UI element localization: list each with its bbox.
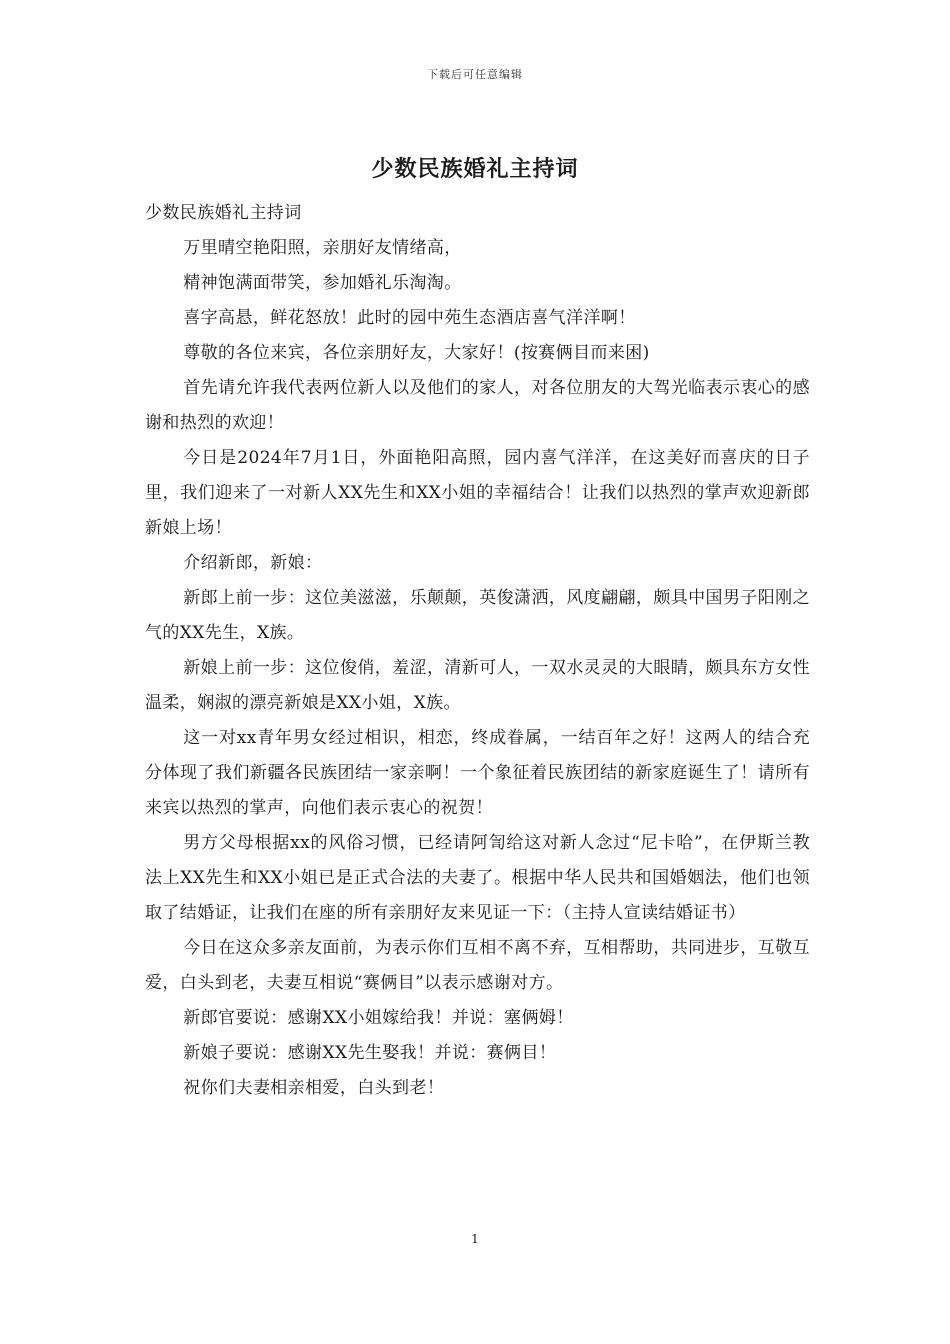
body-paragraph: 这一对xx青年男女经过相识，相恋，终成眷属，一结百年之好！这两人的结合充分体现了我们新疆各民族团结一家亲啊！一个象征着民族团结的新家庭诞生了！请所有来宾以热烈的掌声，向他们表示衷心的祝贺！	[145, 728, 810, 818]
header-note: 下载后可任意编辑	[427, 68, 523, 81]
body-paragraph: 男方父母根据xx的风俗习惯，已经请阿訇给这对新人念过“尼卡哈”，在伊斯兰教法上XX先生和XX小姐已是正式合法的夫妻了。根据中华人民共和国婚姻法，他们也领取了结婚证，让我们在座的所有亲朋好友来见证一下：（主持人宣读结婚证书）	[145, 833, 810, 923]
document-body	[145, 196, 810, 1106]
body-paragraph: 新娘子要说：感谢XX先生娶我！并说：赛俩目！	[183, 1043, 557, 1063]
body-paragraph: 新娘上前一步：这位俊俏，羞涩，清新可人，一双水灵灵的大眼睛，颇具东方女性温柔，娴淑的漂亮新娘是XX小姐，X族。	[145, 658, 810, 713]
body-paragraph: 新郎官要说：感谢XX小姐嫁给我！并说：塞俩姆！	[183, 1008, 574, 1028]
document-title: 少数民族婚礼主持词	[371, 156, 579, 182]
body-paragraph: 新郎上前一步：这位美滋滋，乐颠颠，英俊潇洒，风度翩翩，颇具中国男子阳刚之气的XX先生，X族。	[145, 588, 810, 643]
body-paragraph: 喜字高悬，鲜花怒放！此时的园中苑生态酒店喜气洋洋啊！	[183, 308, 636, 328]
body-paragraph: 精神饱满面带笑，参加婚礼乐淘淘。	[183, 273, 462, 293]
body-paragraph: 今日在这众多亲友面前，为表示你们互相不离不弃，互相帮助，共同进步，互敬互爱，白头到老，夫妻互相说“赛俩目”以表示感谢对方。	[145, 938, 810, 993]
page-number: 1	[471, 1232, 479, 1246]
body-paragraph: 尊敬的各位来宾，各位亲朋好友，大家好！(按赛俩目而来困)	[183, 343, 650, 363]
body-paragraph: 今日是2024年7月1日，外面艳阳高照，园内喜气洋洋，在这美好而喜庆的日子里，我们迎来了一对新人XX先生和XX小姐的幸福结合！让我们以热烈的掌声欢迎新郎新娘上场！	[145, 448, 810, 538]
body-paragraph: 介绍新郎，新娘：	[183, 553, 323, 573]
body-paragraph: 祝你们夫妻相亲相爱，白头到老！	[183, 1078, 445, 1098]
body-paragraph-subtitle: 少数民族婚礼主持词	[145, 203, 302, 223]
body-paragraph: 万里晴空艳阳照，亲朋好友情绪高，	[183, 238, 462, 258]
body-paragraph: 首先请允许我代表两位新人以及他们的家人，对各位朋友的大驾光临表示衷心的感谢和热烈的欢迎！	[145, 378, 810, 433]
